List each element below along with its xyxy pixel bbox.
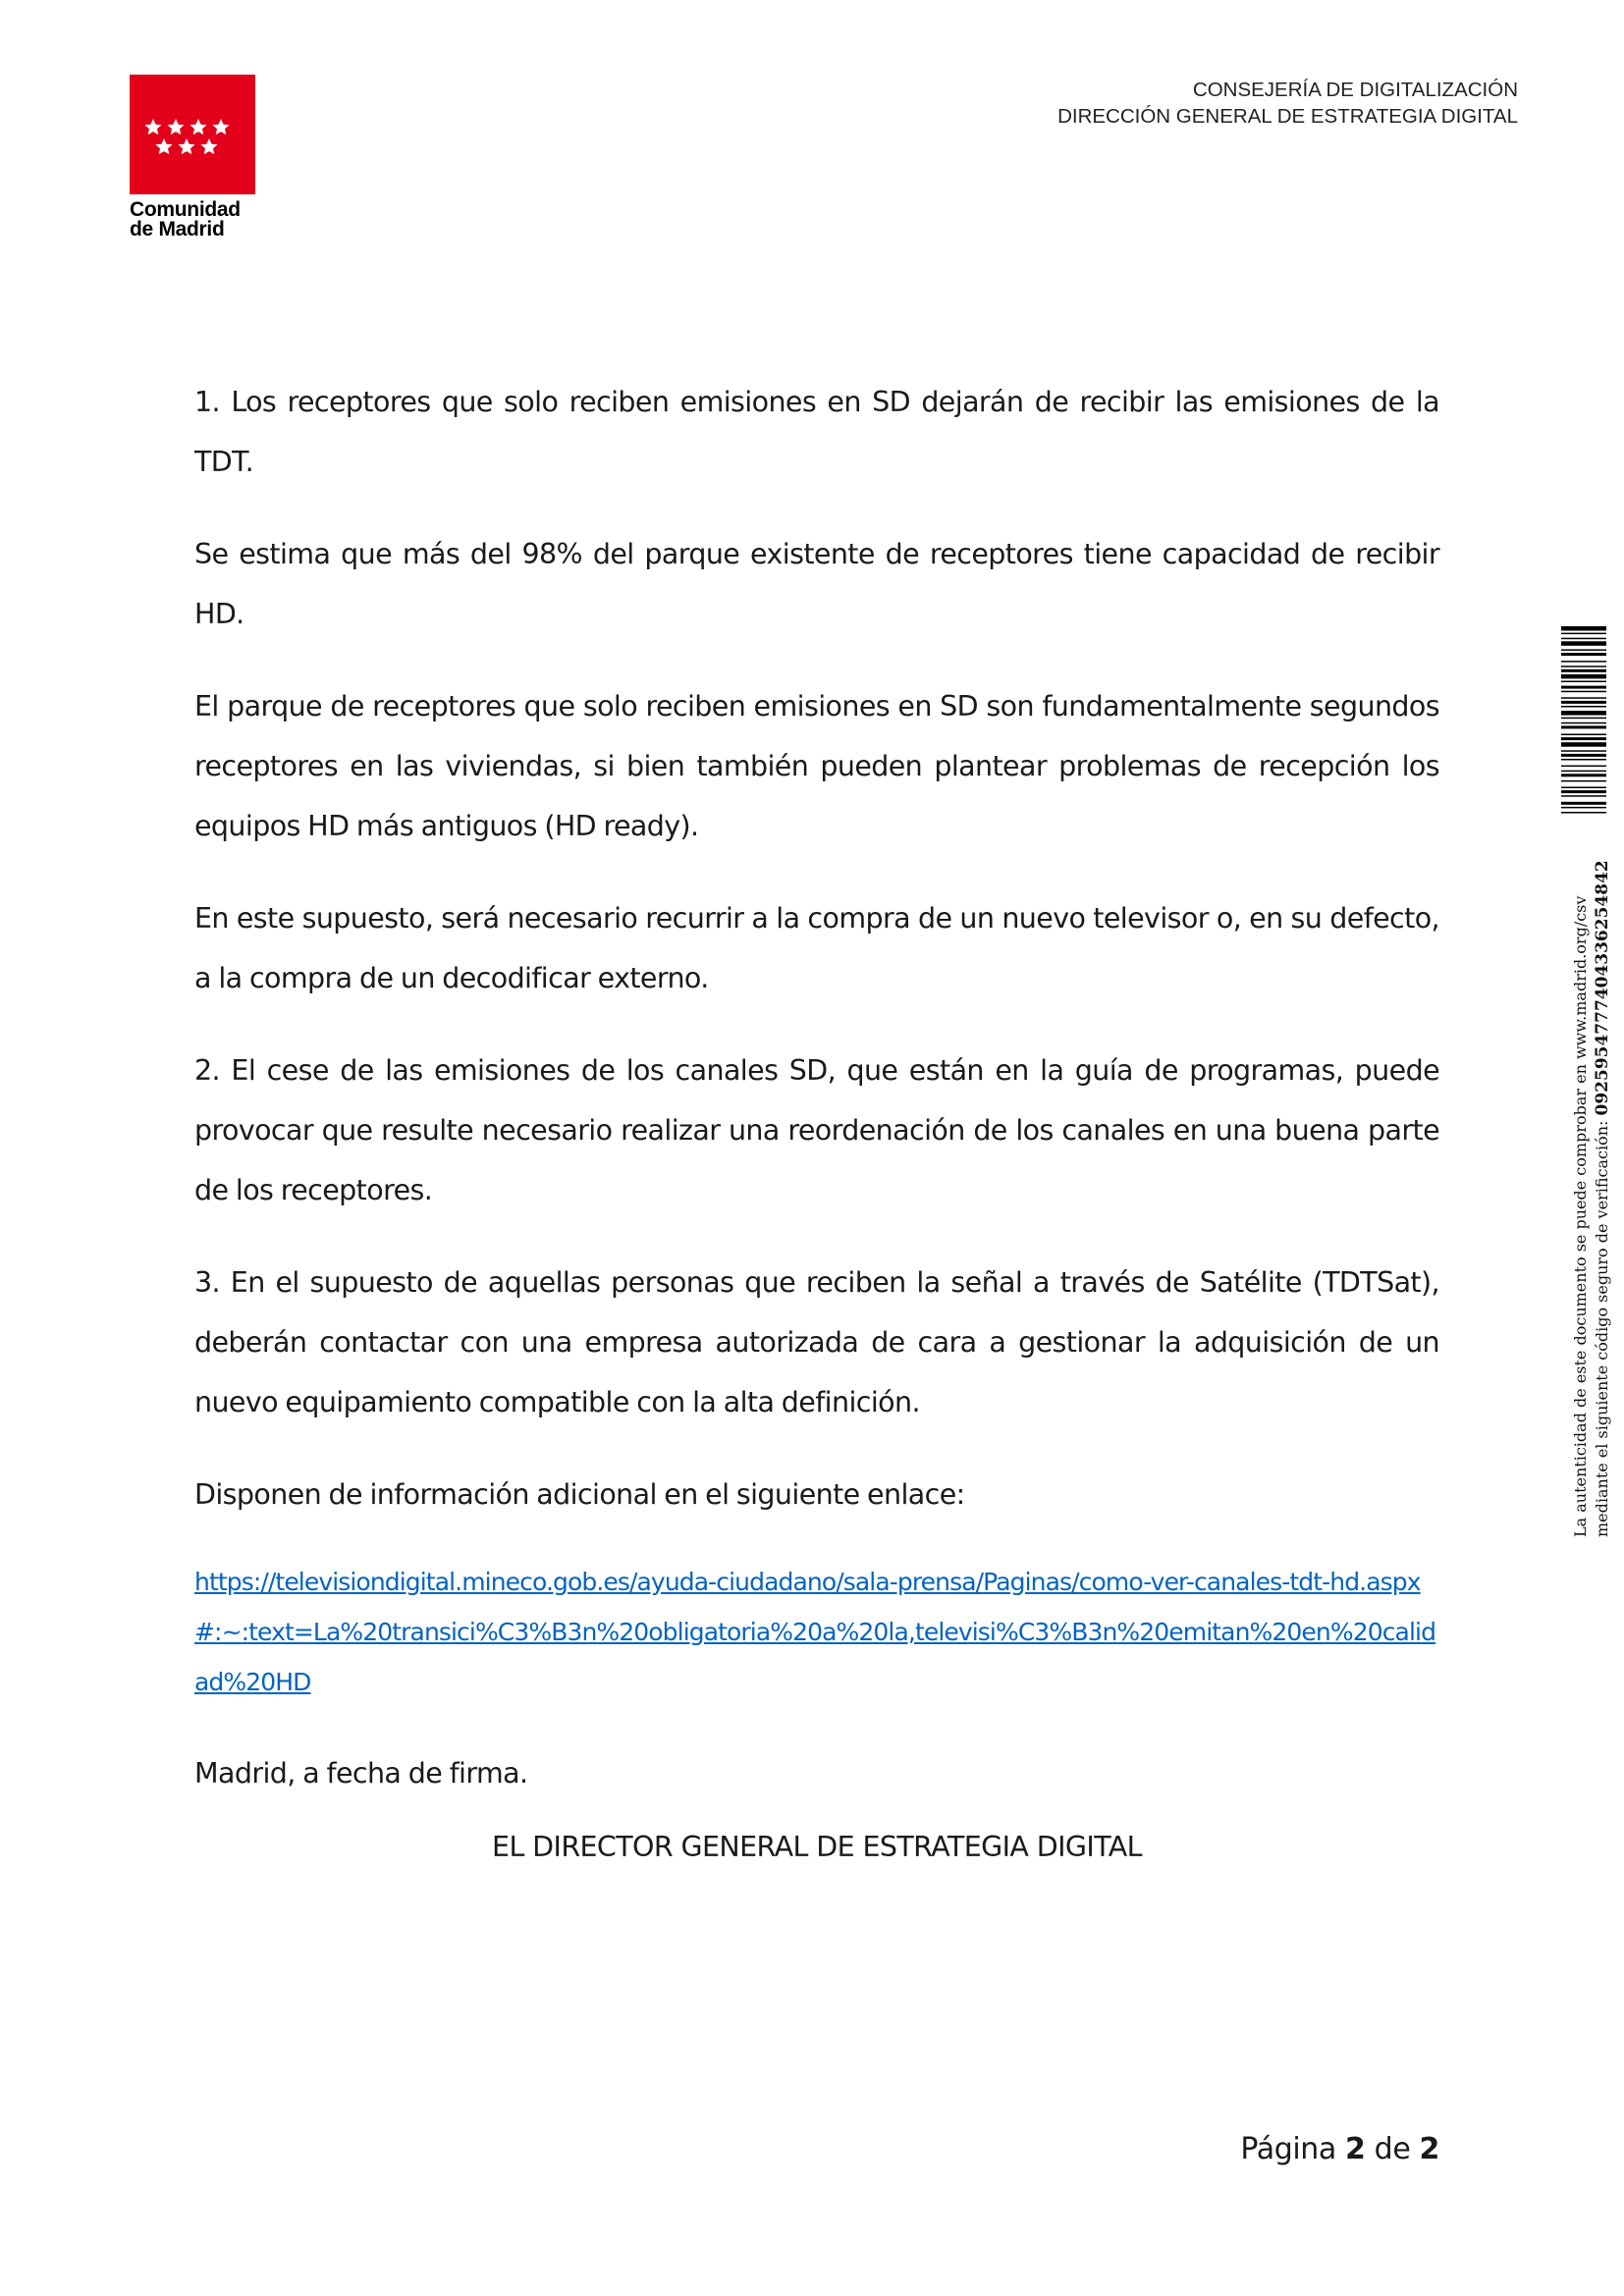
paragraph-2: Se estima que más del 98% del parque existente de receptores tiene capacidad de recibir HD. [194, 538, 1439, 630]
page-of: de [1374, 2132, 1411, 2166]
page-total: 2 [1419, 2132, 1439, 2166]
info-link[interactable]: https://televisiondigital.mineco.gob.es/ayuda-ciudadano/sala-prensa/Paginas/como-ver-canales-tdt-hd.aspx#:~:text=La%20transici%C3%B3n%20obligatoria%20a%20la,televisi%C3%B3n%20emitan%20en%20calidad%20HD [194, 1568, 1436, 1696]
document-header [1057, 77, 1518, 130]
link-paragraph [194, 1557, 1439, 1707]
paragraph-5: 2. El cese de las emisiones de los canales SD, que están en la guía de programas, puede provocar que resulte necesario realizar una reordenación de los canales en una buena parte de los receptores. [194, 1054, 1439, 1206]
logo-line-1: Comunidad [130, 198, 241, 221]
paragraph-7: Disponen de información adicional en el siguiente enlace: [194, 1478, 965, 1511]
paragraph-4: En este supuesto, será necesario recurrir a la compra de un nuevo televisor o, en su defecto, a la compra de un decodificar externo. [194, 902, 1439, 994]
signature-title: EL DIRECTOR GENERAL DE ESTRATEGIA DIGITAL [492, 1831, 1142, 1863]
header-directorate: DIRECCIÓN GENERAL DE ESTRATEGIA DIGITAL [1057, 105, 1518, 128]
logo-text [130, 200, 255, 240]
date-line: Madrid, a fecha de firma. [194, 1757, 528, 1789]
verification-code: 0925954777404336254842 [1593, 860, 1612, 1116]
document-body [194, 372, 1439, 1836]
logo-red-square [130, 75, 255, 194]
logo-line-2: de Madrid [130, 218, 225, 240]
comunidad-de-madrid-logo [130, 75, 255, 240]
verification-line-2-text: mediante el siguiente código seguro de verificación: [1593, 1120, 1611, 1537]
verification-barcode [1561, 626, 1606, 872]
stars-icon [130, 75, 255, 194]
verification-line-2 [1592, 860, 1613, 1537]
page-current: 2 [1345, 2132, 1366, 2166]
verification-line-1: La autenticidad de este documento se puede comprobar en www.madrid.org/csv [1571, 895, 1590, 1537]
paragraph-3: El parque de receptores que solo reciben emisiones en SD son fundamentalmente segundos receptores en las viviendas, si bien también pueden plantear problemas de recepción los equipos HD más antiguos (HD ready). [194, 690, 1439, 842]
paragraph-1: 1. Los receptores que solo reciben emisiones en SD dejarán de recibir las emisiones de la TDT. [194, 386, 1439, 478]
verification-text [1570, 860, 1613, 1537]
page-label: Página [1240, 2132, 1336, 2166]
page-number [1240, 2132, 1439, 2166]
paragraph-6: 3. En el supuesto de aquellas personas que reciben la señal a través de Satélite (TDTSat), deberán contactar con una empresa autorizada de cara a gestionar la adquisición de un nuevo equipamiento compatible con la alta definición. [194, 1266, 1439, 1418]
header-ministry: CONSEJERÍA DE DIGITALIZACIÓN [1192, 79, 1518, 101]
